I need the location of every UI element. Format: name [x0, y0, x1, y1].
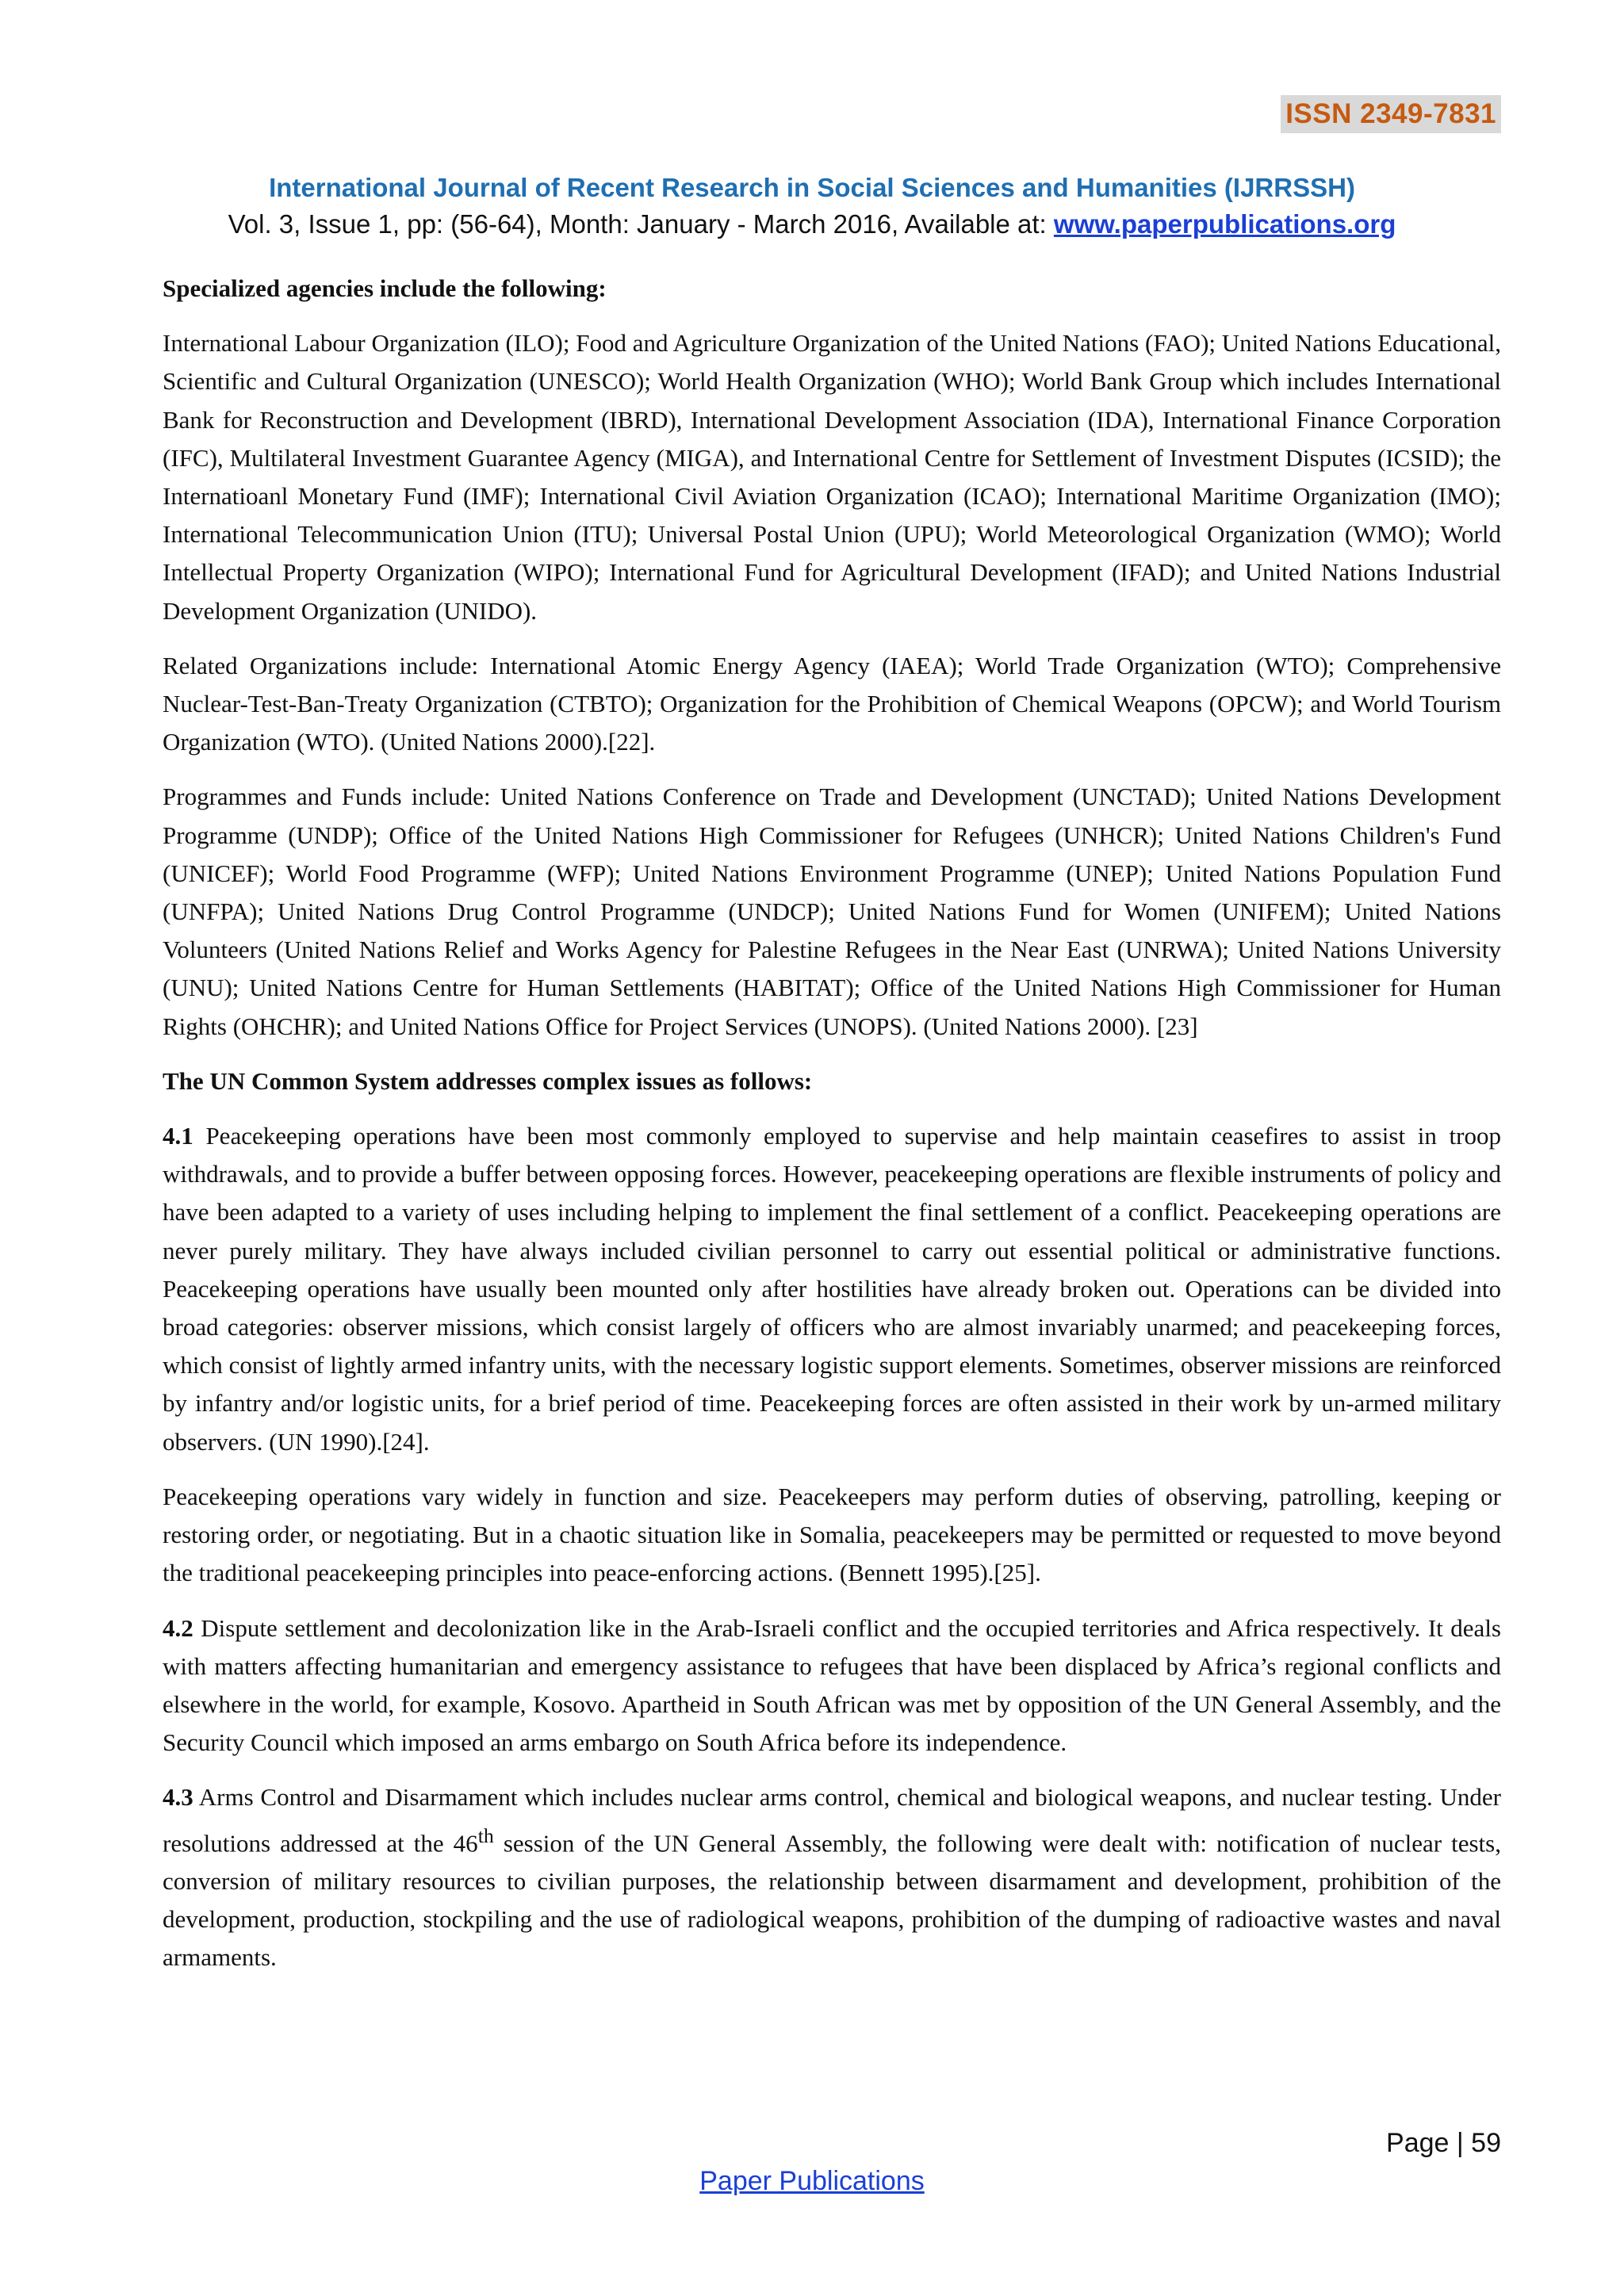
heading-specialized-agencies: Specialized agencies include the following: — [163, 274, 607, 302]
article-body — [163, 270, 1501, 1994]
section-4-1-text: Peacekeeping operations have been most commonly employed to supervise and help maintain ceasefires to assist in troop withdrawals, and to provide a buffer between opposing forces. However, peacekeeping operations are flexible instruments of policy and have been adapted to a variety of uses including helping to implement the final settlement of a conflict. Peacekeeping operations are never purely military. They have always included civilian personnel to carry out essential political or administrative functions. Peacekeeping operations have usually been mounted only after hostilities have already broken out. Operations can be divided into broad categories: observer missions, which consist largely of officers who are almost invariably unarmed; and peacekeeping forces, which consist of lightly armed infantry units, with the necessary logistic support elements. Sometimes, observer missions are reinforced by infantry and/or logistic units, for a brief period of time. Peacekeeping forces are often assisted in their work by un-armed military observers. (UN 1990).[24]. — [163, 1122, 1501, 1456]
section-4-1 — [163, 1117, 1501, 1461]
journal-info — [0, 209, 1624, 239]
section-4-3-number: 4.3 — [163, 1783, 193, 1812]
journal-info-text: Vol. 3, Issue 1, pp: (56-64), Month: January - March 2016, Available at: — [228, 209, 1054, 239]
journal-website-link[interactable]: www.paperpublications.org — [1053, 209, 1396, 239]
paragraph-specialized-agencies: International Labour Organization (ILO); Food and Agriculture Organization of the United Nations (FAO); United Nations Educational, Scientific and Cultural Organization (UNESCO); World Health Organization (WHO); World Bank Group which includes International Bank for Reconstruction and Development (IBRD), International Development Association (IDA), International Finance Corporation (IFC), Multilateral Investment Guarantee Agency (MIGA), and International Centre for Settlement of Investment Disputes (ICSID); the Internatioanl Monetary Fund (IMF); International Civil Aviation Organization (ICAO); International Maritime Organization (IMO); International Telecommunication Union (ITU); Universal Postal Union (UPU); World Meteorological Organization (WMO); World Intellectual Property Organization (WIPO); International Fund for Agricultural Development (IFAD); and United Nations Industrial Development Organization (UNIDO). — [163, 329, 1501, 625]
section-4-1-number: 4.1 — [163, 1122, 193, 1150]
heading-common-system: The UN Common System addresses complex issues as follows: — [163, 1066, 813, 1095]
issn-badge: ISSN 2349-7831 — [1281, 95, 1501, 133]
footer — [0, 2166, 1624, 2197]
section-4-2-text: Dispute settlement and decolonization like in the Arab-Israeli conflict and the occupied territories and Africa respectively. It deals with matters affecting humanitarian and emergency assistance to refugees that have been displaced by Africa’s regional conflicts and elsewhere in the world, for example, Kosovo. Apartheid in South African was met by opposition of the UN General Assembly, and the Security Council which imposed an arms embargo on South Africa before its independence. — [163, 1613, 1501, 1757]
page-number: Page | 59 — [1386, 2128, 1501, 2158]
section-4-2 — [163, 1609, 1501, 1762]
publisher-link[interactable]: Paper Publications — [699, 2166, 925, 2196]
section-4-3-text-a: Arms Control and Disarmament which includes nuclear arms control, chemical and biological weapons, and nuclear testing. Under resolutions addressed at the 46 — [163, 1783, 1501, 1857]
section-4-3 — [163, 1778, 1501, 1976]
paragraph-programmes-funds: Programmes and Funds include: United Nations Conference on Trade and Development (UNCTAD); United Nations Development Programme (UNDP); Office of the United Nations High Commissioner for Refugees (UNHCR); United Nations Children's Fund (UNICEF); World Food Programme (WFP); United Nations Environment Programme (UNEP); United Nations Population Fund (UNFPA); United Nations Drug Control Programme (UNDCP); United Nations Fund for Women (UNIFEM); United Nations Volunteers (United Nations Relief and Works Agency for Palestine Refugees in the Near East (UNRWA); United Nations University (UNU); United Nations Centre for Human Settlements (HABITAT); Office of the United Nations High Commissioner for Human Rights (OHCHR); and United Nations Office for Project Services (UNOPS). (United Nations 2000). [23] — [163, 783, 1501, 1040]
section-4-3-text-b: session of the UN General Assembly, the following were dealt with: notification of nuclear tests, conversion of military resources to civilian purposes, the relationship between disarmament and development, prohibition of the development, production, stockpiling and the use of radiological weapons, prohibition of the dumping of radioactive wastes and naval armaments. — [163, 1828, 1501, 1972]
journal-title: International Journal of Recent Research in Social Sciences and Humanities (IJRRSSH) — [269, 173, 1355, 202]
paragraph-peacekeeping-vary: Peacekeeping operations vary widely in function and size. Peacekeepers may perform duties of observing, patrolling, keeping or restoring order, or negotiating. But in a chaotic situation like in Somalia, peacekeepers may be permitted or requested to move beyond the traditional peacekeeping principles into peace-enforcing actions. (Bennett 1995).[25]. — [163, 1482, 1501, 1587]
paragraph-related-organizations: Related Organizations include: International Atomic Energy Agency (IAEA); World Trade Organization (WTO); Comprehensive Nuclear-Test-Ban-Treaty Organization (CTBTO); Organization for the Prohibition of Chemical Weapons (OPCW); and World Tourism Organization (WTO). (United Nations 2000).[22]. — [163, 651, 1501, 756]
section-4-3-superscript: th — [477, 1823, 494, 1847]
section-4-2-number: 4.2 — [163, 1613, 193, 1642]
